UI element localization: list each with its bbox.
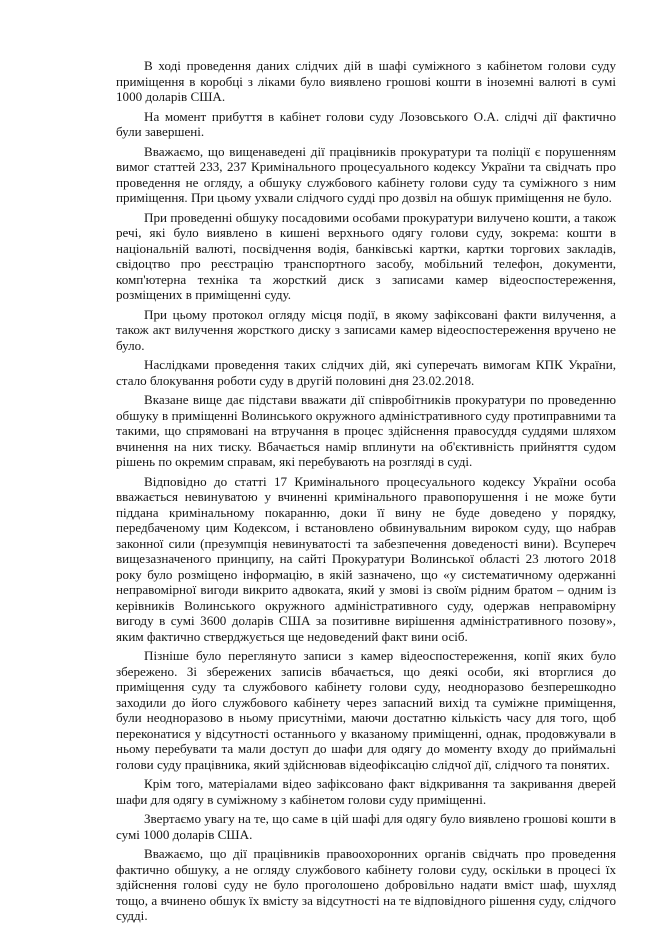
paragraph-seized-items: При проведенні обшуку посадовими особами прокуратури вилучено кошти, а також речі, які було виявлено в кишені верхнього одягу голови суду, зокрема: кошти в національній валюті, посвідчення водія, банківські картки, картки торгових закладів, свідоцтво про реєстрацію транспортного засобу, мобільний телефон, документи, комп'ютерна техніка та жорсткий диск з записами камер відеоспостереження, розміщених в приміщенні суду. bbox=[116, 209, 616, 302]
paragraph-search-conclusion: Вважаємо, що дії працівників правоохоронних органів свідчать про проведення фактично обшуку, а не огляду службового кабінету голови суду, оскільки в процесі їх здійснення голові суду не було проголошено добровільно надати вміст шаф, шухляд тощо, а вчинено обшук їх вмісту за відсутності на те відповідного рішення суду, слідчого судді. bbox=[116, 846, 616, 923]
paragraph-protocol-not-delivered: При цьому протокол огляду місця події, в якому зафіксовані факти вилучення, а також акт вилучення жорсткого диску з записами камер відеоспостереження вручено не було. bbox=[116, 306, 616, 353]
paragraph-pressure-on-judges: Вказане вище дає підстави вважати дії співробітників прокуратури по проведенню обшуку в приміщенні Волинського окружного адміністративного суду протиправними та такими, що спрямовані на втручання в процес здійснення правосуддя суддями шляхом вчинення на них тиску. Вбачається намір вплинути на об'єктивність прийняття судом рішень по окремим справам, які перебувають на розгляді в суді. bbox=[116, 392, 616, 469]
document-body bbox=[116, 58, 616, 928]
paragraph-cash-in-wardrobe: Звертаємо увагу на те, що саме в цій шафі для одягу було виявлено грошові кошти в сумі 1000 доларів США. bbox=[116, 811, 616, 842]
paragraph-wardrobe-door-video: Крім того, матеріалами відео зафіксовано факт відкривання та закривання дверей шафи для одягу в суміжному з кабінетом голови суду приміщенні. bbox=[116, 776, 616, 807]
paragraph-presumption-of-innocence: Відповідно до статті 17 Кримінального процесуального кодексу України особа вважається невинуватою у вчиненні кримінального правопорушення і не може бути піддана кримінальному покаранню, доки її вину не буде доведено у порядку, передбаченому цим Кодексом, і встановлено обвинувальним вироком суду, що набрав законної сили (презумпція невинуватості та забезпечення доведеності вини). Всупереч вищезазначеного принципу, на сайті Прокуратури Волинської області 23 лютого 2018 року було розміщено інформацію, в якій зазначено, що «у систематичному одержанні неправомірної вигоди викрито адвоката, який у змові із своїм рідним братом – одним із керівників Волинського окружного адміністративного суду, одержав неправомірну вигоду в сумі 3600 доларів США за позитивне вирішення адміністративного позову», яким фактично стверджується ще недоведений факт вини осіб. bbox=[116, 473, 616, 644]
paragraph-violation-of-articles: Вважаємо, що вищенаведені дії працівників прокуратури та поліції є порушенням вимог статтей 233, 237 Кримінального процесуального кодексу України та свідчать про проведення не огляду, а обшуку службового кабінету голови суду та суміжного з ним приміщення. При цьому ухвали слідчого судді про дозвіл на обшук приміщення не було. bbox=[116, 143, 616, 205]
paragraph-video-records: Пізніше було переглянуто записи з камер відеоспостереження, копії яких було збережено. Зі збережених записів вбачається, що деякі особи, які вторглися до приміщення суду та службового кабінету голови суду, неодноразово безперешкодно заходили до його службового кабінету через запасний вихід та суміжне приміщення, були неодноразово в ньому присутніми, маючи достатню кількість часу для того, щоб переконатися у відсутності останнього у вказаному приміщенні, однак, продовжували в ньому перебувати та мали доступ до шафи для одягу до моменту входу до приймальні голови суду працівника, який здійснював відеофіксацію слідчої дії, слідчого та понятих. bbox=[116, 648, 616, 772]
paragraph-cash-found-in-cabinet: В ході проведення даних слідчих дій в шафі суміжного з кабінетом голови суду приміщення в коробці з ліками було виявлено грошові кошти в іноземні валюті в сумі 1000 доларів США. bbox=[116, 58, 616, 104]
paragraph-court-blocked: Наслідками проведення таких слідчих дій, які суперечать вимогам КПК України, стало блокування роботи суду в другій половині дня 23.02.2018. bbox=[116, 357, 616, 388]
paragraph-arrival-of-court-head: На момент прибуття в кабінет голови суду Лозовського О.А. слідчі дії фактично були завершені. bbox=[116, 108, 616, 139]
